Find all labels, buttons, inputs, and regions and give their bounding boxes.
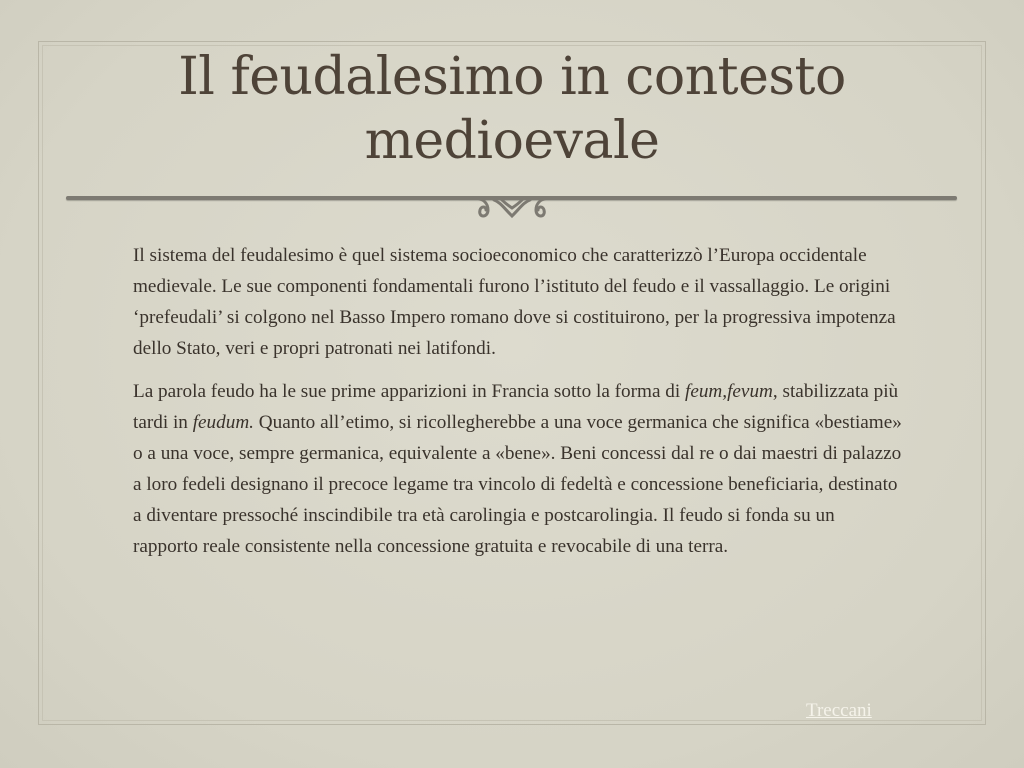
paragraph-2-part-1: La parola feudo ha le sue prime apparizioni in Francia sotto la forma di <box>133 381 685 402</box>
title-line-1: Il feudalesimo in contesto <box>178 47 846 107</box>
paragraph-2-italic-2: feudum. <box>192 412 254 433</box>
slide-body <box>133 240 903 562</box>
scroll-ornament-icon <box>470 192 554 224</box>
paragraph-2-italic-1: feum,fevum <box>684 381 773 402</box>
source-link-treccani[interactable]: Treccani <box>806 700 872 721</box>
paragraph-2 <box>133 376 903 562</box>
paragraph-2-part-3: Quanto all’etimo, si ricollegherebbe a una voce germanica che significa «bestiame» o a una voce, sempre germanica, equivalente a «bene». Beni concessi dal re o dai maestri di palazzo a loro fedeli designano il precoce legame tra vincolo di fedeltà e concessione beneficiaria, destinato a diventare pressoché inscindibile tra età carolingia e postcarolingia. Il feudo si fonda su un rapporto reale consistente nella concessione gratuita e revocabile di una terra. <box>133 412 902 557</box>
title-line-2: medioevale <box>364 111 660 171</box>
paragraph-1: Il sistema del feudalesimo è quel sistema socioeconomico che caratterizzò l’Europa occidentale medievale. Le sue componenti fondamentali furono l’istituto del feudo e il vassallaggio. Le origini ‘prefeudali’ si colgono nel Basso Impero romano dove si costituirono, per la progressiva impotenza dello Stato, veri e propri patronati nei latifondi. <box>133 245 896 359</box>
slide-title <box>90 45 934 173</box>
paragraph-2-part-2: , stabilizzata più tardi in <box>133 381 899 433</box>
